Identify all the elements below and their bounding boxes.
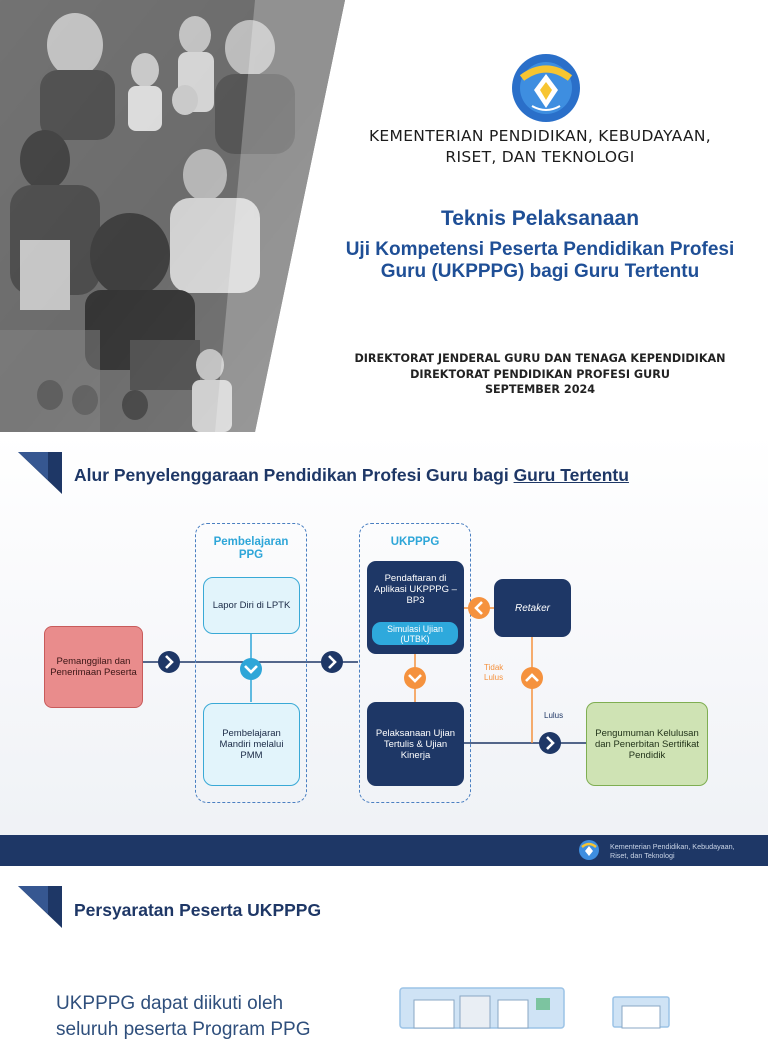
cover-footer-line-2: DIREKTORAT PENDIDIKAN PROFESI GURU: [410, 367, 670, 381]
cover-slide: [0, 0, 768, 432]
flow-footer-text-line-1: Kementerian Pendidikan, Kebudayaan,: [610, 842, 735, 851]
pembelajaran-mandiri-box: Pembelajaran Mandiri melalui PMM: [203, 703, 300, 786]
chevron-right-icon: [158, 651, 180, 673]
end-box: Pengumuman Kelulusan dan Penerbitan Sertifikat Pendidik: [586, 702, 708, 786]
simulasi-ujian-pill: Simulasi Ujian (UTBK): [372, 622, 458, 645]
start-box: Pemanggilan dan Penerimaan Peserta: [44, 626, 143, 708]
requirements-title: Persyaratan Peserta UKPPPG: [74, 900, 322, 920]
cover-subtitle: [330, 239, 750, 283]
requirements-body: [56, 991, 336, 1043]
pembelajaran-ppg-label: Pembelajaran PPG: [213, 536, 289, 561]
flow-footer-text: [610, 843, 760, 860]
chevron-right-icon: [321, 651, 343, 673]
retaker-label: Retaker: [514, 602, 550, 614]
requirements-body-line-2: seluruh peserta Program PPG: [56, 1019, 311, 1040]
cover-footer: [330, 351, 750, 398]
flow-footer-text-line-2: Riset, dan Teknologi: [610, 850, 675, 860]
lulus-label: Lulus: [544, 711, 564, 720]
flow-title-main: Alur Penyelenggaraan Pendidikan Profesi Guru bagi: [74, 465, 514, 485]
cover-subtitle-line-1: Uji Kompetensi Peserta Pendidikan Profesi: [345, 239, 735, 260]
documents-illustration: [398, 986, 568, 1026]
flow-slide: [0, 434, 768, 866]
tidak-lulus-label: Tidak Lulus: [484, 663, 504, 682]
pelaksanaan-ujian-box: Pelaksanaan Ujian Tertulis & Ujian Kinerja: [367, 702, 464, 786]
corner-triangle-decoration: [18, 886, 64, 930]
ukpppg-label: UKPPPG: [390, 536, 440, 548]
flow-arrow-icons: [0, 434, 768, 866]
ministry-line-1: KEMENTERIAN PENDIDIKAN, KEBUDAYAAN,: [368, 127, 712, 145]
pendaftaran-label: Pendaftaran di Aplikasi UKPPPG – BP3: [374, 573, 457, 606]
ministry-line-2: RISET, DAN TEKNOLOGI: [445, 148, 635, 166]
requirements-body-line-1: UKPPPG dapat diikuti oleh: [56, 993, 284, 1014]
cover-title: Teknis Pelaksanaan: [440, 207, 640, 230]
chevron-left-icon: [468, 597, 490, 619]
requirements-slide: [0, 868, 768, 1040]
chevron-down-icon: [240, 658, 262, 680]
cover-footer-line-1: DIREKTORAT JENDERAL GURU DAN TENAGA KEPENDIDIKAN: [354, 352, 726, 365]
kemendikbud-logo: [510, 52, 582, 124]
chevron-up-icon: [521, 667, 543, 689]
ministry-name: [330, 126, 750, 168]
cover-footer-line-3: SEPTEMBER 2024: [484, 383, 596, 396]
kemendikbud-small-logo: [578, 839, 600, 861]
lapor-diri-box: Lapor Diri di LPTK: [203, 577, 300, 634]
flow-title-underlined: Guru Tertentu: [513, 465, 629, 485]
chevron-down-icon: [404, 667, 426, 689]
cover-subtitle-line-2: Guru (UKPPPG) bagi Guru Tertentu: [380, 261, 700, 282]
chevron-right-icon: [539, 732, 561, 754]
document-icon: [612, 996, 672, 1026]
